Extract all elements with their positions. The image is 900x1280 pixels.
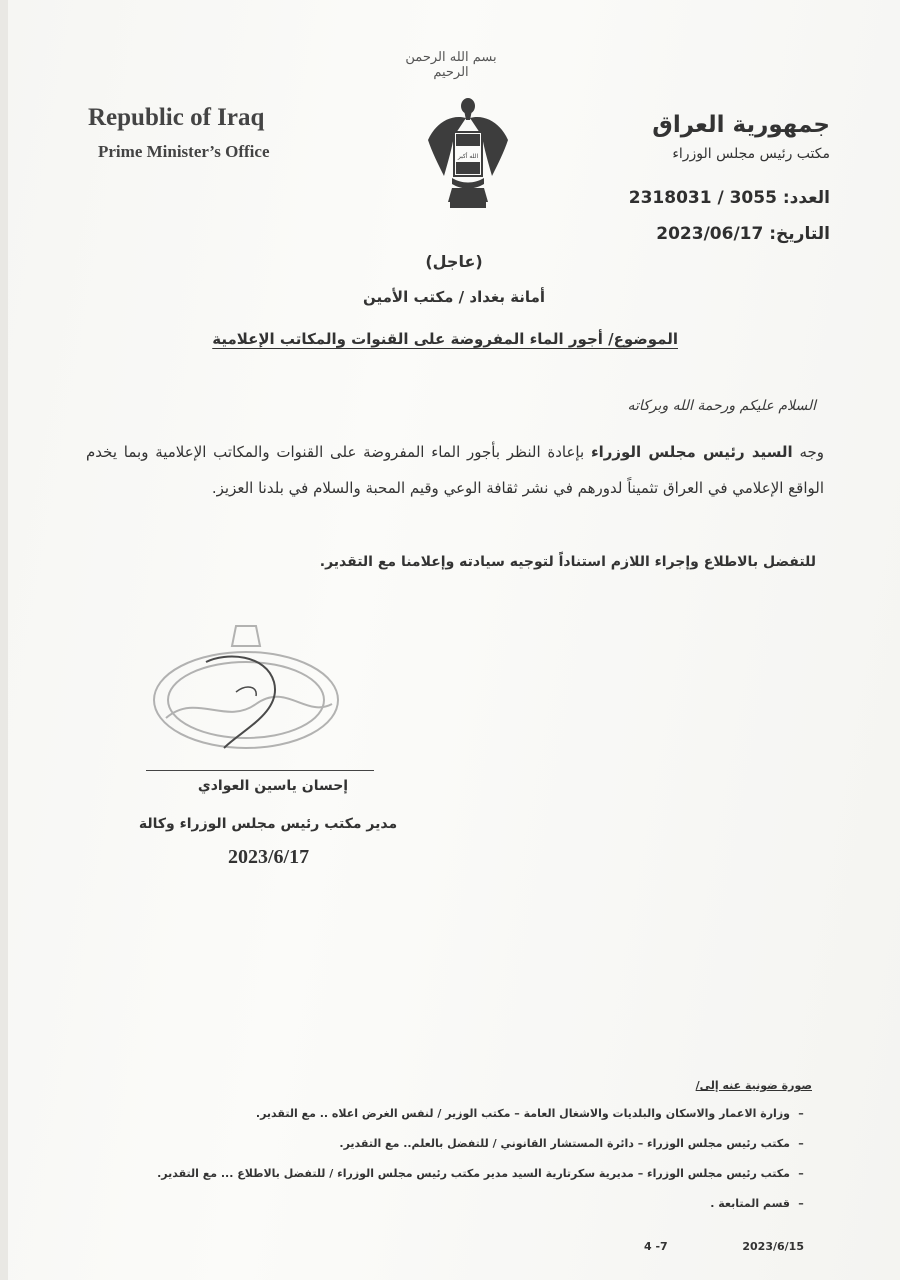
copies-list bbox=[92, 1106, 812, 1226]
copy-item-text: مكتب رئيس مجلس الوزراء – دائرة المستشار القانوني / للتفضل بالعلم.. مع التقدير. bbox=[339, 1137, 790, 1150]
english-country-title: Republic of Iraq bbox=[88, 104, 265, 131]
body-intro: وجه bbox=[792, 443, 825, 461]
arabic-office-title: مكتب رئيس مجلس الوزراء bbox=[672, 146, 830, 162]
copy-item bbox=[92, 1136, 812, 1166]
signatory-title: مدير مكتب رئيس مجلس الوزراء وكالة bbox=[138, 816, 398, 832]
copy-dash: – bbox=[798, 1197, 804, 1210]
official-stamp-signature bbox=[146, 622, 346, 772]
copy-dash: – bbox=[798, 1167, 804, 1180]
copy-item bbox=[92, 1166, 812, 1196]
closing-request: للتفضل بالاطلاع وإجراء اللازم استناداً لتوجيه سيادته وإعلامنا مع التقدير. bbox=[319, 554, 816, 570]
copy-dash: – bbox=[798, 1107, 804, 1120]
svg-text:الله أكبر: الله أكبر bbox=[457, 153, 479, 160]
basmala-header: بسم الله الرحمن الرحيم bbox=[405, 50, 497, 80]
reference-value: 2318031 / 3055 bbox=[628, 188, 777, 208]
copy-item-text: مكتب رئيس مجلس الوزراء – مديرية سكرتارية السيد مدير مكتب رئيس مجلس الوزراء / للتفضل بالاطلاع ... مع التقدير. bbox=[157, 1167, 790, 1180]
copy-item bbox=[92, 1106, 812, 1136]
copy-item bbox=[92, 1196, 812, 1226]
body-text: بإعادة النظر بأجور الماء المفروضة على القنوات والمكاتب الإعلامية وبما يخدم الواقع الإعلامي في العراق تثميناً لدورهم في نشر ثقافة الوعي وقيم المحبة والسلام في بلدنا العزيز. bbox=[86, 443, 824, 497]
signature-date: 2023/6/17 bbox=[228, 846, 310, 868]
copy-dash: – bbox=[798, 1137, 804, 1150]
body-prime-minister: السيد رئيس مجلس الوزراء bbox=[590, 443, 793, 461]
subject-line: الموضوع/ أجور الماء المفروضة على القنوات والمكاتب الإعلامية bbox=[212, 330, 678, 348]
greeting: السلام عليكم ورحمة الله وبركاته bbox=[627, 398, 816, 414]
document-page bbox=[8, 0, 900, 1280]
letter-body bbox=[86, 434, 824, 506]
copy-item-text: وزارة الاعمار والاسكان والبلديات والاشغال العامة – مكتب الوزير / لنفس الغرض اعلاه .. مع التقدير. bbox=[255, 1107, 790, 1120]
urgent-label: (عاجل) bbox=[425, 252, 483, 271]
english-office-title: Prime Minister’s Office bbox=[98, 142, 270, 161]
footer-page-number: 4 -7 bbox=[644, 1240, 668, 1253]
reference-number bbox=[629, 188, 830, 208]
copy-item-text: قسم المتابعة . bbox=[710, 1197, 790, 1210]
footer-date: 2023/6/15 bbox=[742, 1240, 804, 1253]
copies-header: صورة ضونية عنه إلى/ bbox=[695, 1079, 812, 1092]
reference-label: العدد: bbox=[782, 188, 830, 208]
arabic-country-title: جمهورية العراق bbox=[652, 112, 830, 138]
document-date bbox=[656, 224, 830, 244]
signature-line bbox=[146, 770, 374, 771]
addressee: أمانة بغداد / مكتب الأمين bbox=[363, 288, 545, 306]
iraq-eagle-emblem bbox=[422, 92, 514, 210]
signatory-name: إحسان ياسين العوادي bbox=[197, 778, 349, 794]
date-value: 2023/06/17 bbox=[656, 224, 764, 244]
date-label: التاريخ: bbox=[769, 224, 830, 244]
